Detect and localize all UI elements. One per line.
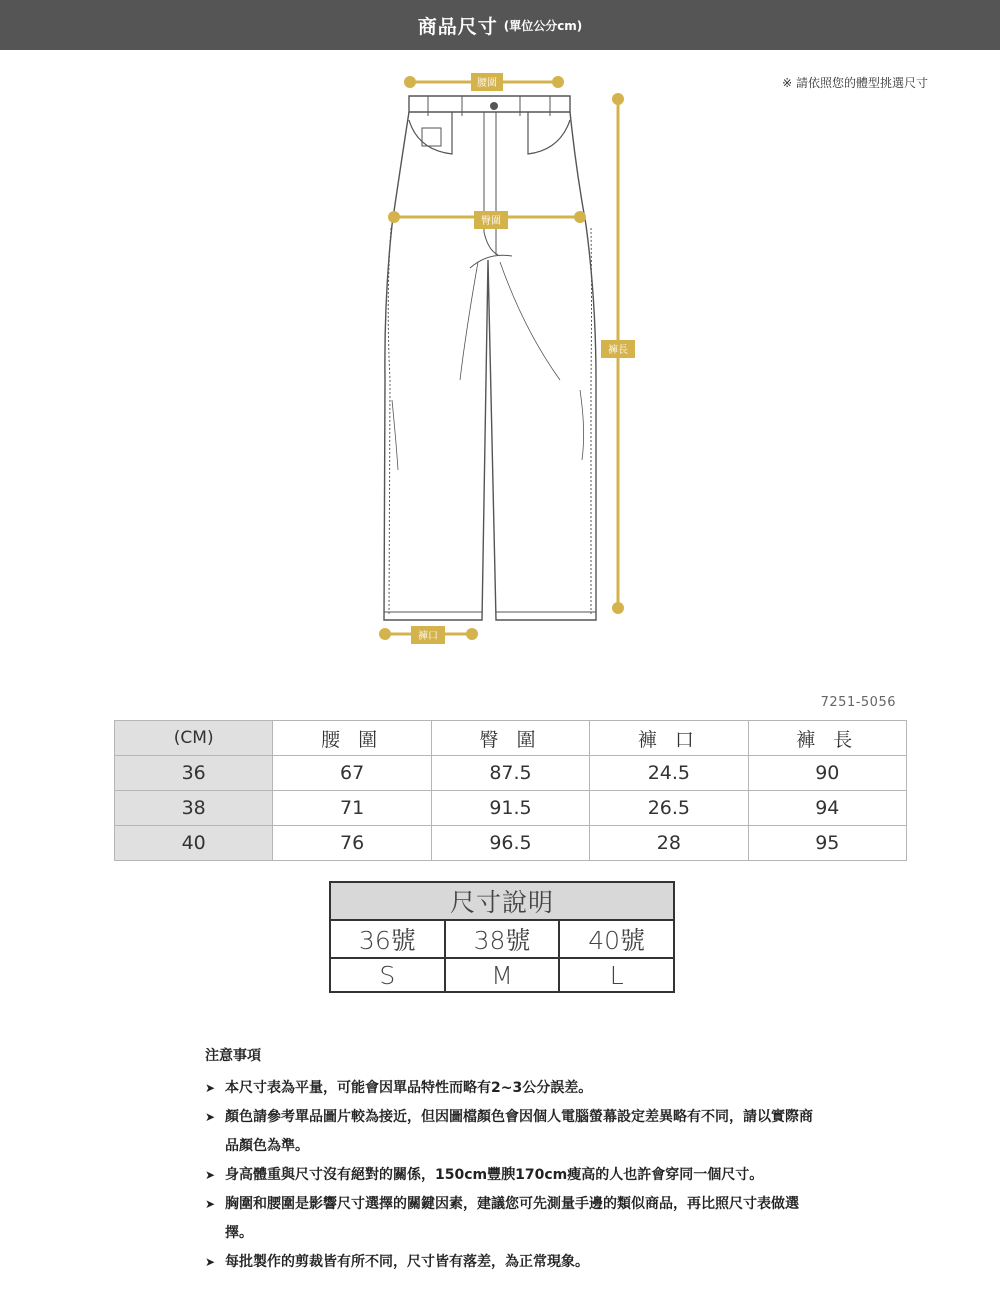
header-unit: (單位公分cm) <box>503 18 583 33</box>
size-cell: 38 <box>115 791 273 826</box>
size-table-header: (CM) <box>115 721 273 756</box>
measure-dot-icon <box>612 93 624 105</box>
hip-measure <box>388 211 586 229</box>
size-selection-note: ※ 請依照您的體型挑選尺寸 <box>782 76 928 90</box>
value-cell: 26.5 <box>590 791 748 826</box>
length-label: 褲長 <box>608 345 628 356</box>
size-cell: 36 <box>115 756 273 791</box>
arrowhead-right-icon: ➤ <box>205 1081 216 1095</box>
notes-title: 注意事項 <box>205 1048 261 1064</box>
notes-section <box>205 1045 825 1277</box>
measure-dot-icon <box>388 211 400 223</box>
size-letter-cell: L <box>559 958 674 992</box>
table-row <box>115 791 907 826</box>
list-item <box>205 1190 825 1248</box>
value-cell: 24.5 <box>590 756 748 791</box>
hip-label: 臀圍 <box>481 216 501 227</box>
value-cell: 87.5 <box>431 756 589 791</box>
size-cell: 40 <box>115 826 273 861</box>
measure-dot-icon <box>466 628 478 640</box>
list-item <box>205 1161 825 1190</box>
value-cell: 28 <box>590 826 748 861</box>
size-conversion-table <box>329 881 675 993</box>
value-cell: 96.5 <box>431 826 589 861</box>
size-code-cell: 40號 <box>559 920 674 958</box>
size-conversion-title: 尺寸說明 <box>330 882 674 920</box>
list-item <box>205 1103 825 1161</box>
size-code-cell: 38號 <box>445 920 560 958</box>
size-table <box>114 720 907 861</box>
measure-dot-icon <box>379 628 391 640</box>
button-icon <box>490 102 498 110</box>
value-cell: 76 <box>273 826 431 861</box>
length-measure <box>601 93 635 614</box>
value-cell: 95 <box>748 826 906 861</box>
size-letter-cell: M <box>445 958 560 992</box>
measure-dot-icon <box>404 76 416 88</box>
size-table-header: 腰 圍 <box>273 721 431 756</box>
size-table-header-row <box>115 721 907 756</box>
value-cell: 67 <box>273 756 431 791</box>
list-item <box>205 1074 825 1103</box>
hem-measure <box>379 626 478 644</box>
waist-measure <box>404 73 564 91</box>
size-table-header: 臀 圍 <box>431 721 589 756</box>
value-cell: 90 <box>748 756 906 791</box>
value-cell: 94 <box>748 791 906 826</box>
list-item <box>205 1248 825 1277</box>
size-table-header: 褲 長 <box>748 721 906 756</box>
note-text: 身高體重與尺寸沒有絕對的關係，150cm豐腴170cm瘦高的人也許會穿同一個尺寸。 <box>225 1167 764 1183</box>
header-title: 商品尺寸 <box>417 15 498 38</box>
size-code-cell: 36號 <box>330 920 445 958</box>
measure-dot-icon <box>612 602 624 614</box>
value-cell: 91.5 <box>431 791 589 826</box>
table-row <box>330 920 674 958</box>
note-text: 顏色請參考單品圖片較為接近，但因圖檔顏色會因個人電腦螢幕設定差異略有不同，請以實際商品顏色為準。 <box>225 1109 813 1154</box>
note-text: 本尺寸表為平量，可能會因單品特性而略有2~3公分誤差。 <box>225 1080 593 1096</box>
arrowhead-right-icon: ➤ <box>205 1168 216 1182</box>
arrowhead-right-icon: ➤ <box>205 1197 216 1211</box>
size-table-header: 褲 口 <box>590 721 748 756</box>
measure-dot-icon <box>574 211 586 223</box>
measure-dot-icon <box>552 76 564 88</box>
hem-label: 褲口 <box>418 631 438 642</box>
note-text: 胸圍和腰圍是影響尺寸選擇的關鍵因素，建議您可先測量手邊的類似商品，再比照尺寸表做選擇。 <box>225 1196 799 1241</box>
pants-outline <box>384 96 596 620</box>
notes-list <box>205 1074 825 1277</box>
table-row <box>330 958 674 992</box>
arrowhead-right-icon: ➤ <box>205 1255 216 1269</box>
table-row <box>115 826 907 861</box>
product-code: 7251-5056 <box>820 695 896 710</box>
size-letter-cell: S <box>330 958 445 992</box>
arrowhead-right-icon: ➤ <box>205 1110 216 1124</box>
note-text: 每批製作的剪裁皆有所不同，尺寸皆有落差，為正常現象。 <box>225 1254 589 1270</box>
value-cell: 71 <box>273 791 431 826</box>
table-row <box>115 756 907 791</box>
waist-label: 腰圍 <box>477 78 497 89</box>
